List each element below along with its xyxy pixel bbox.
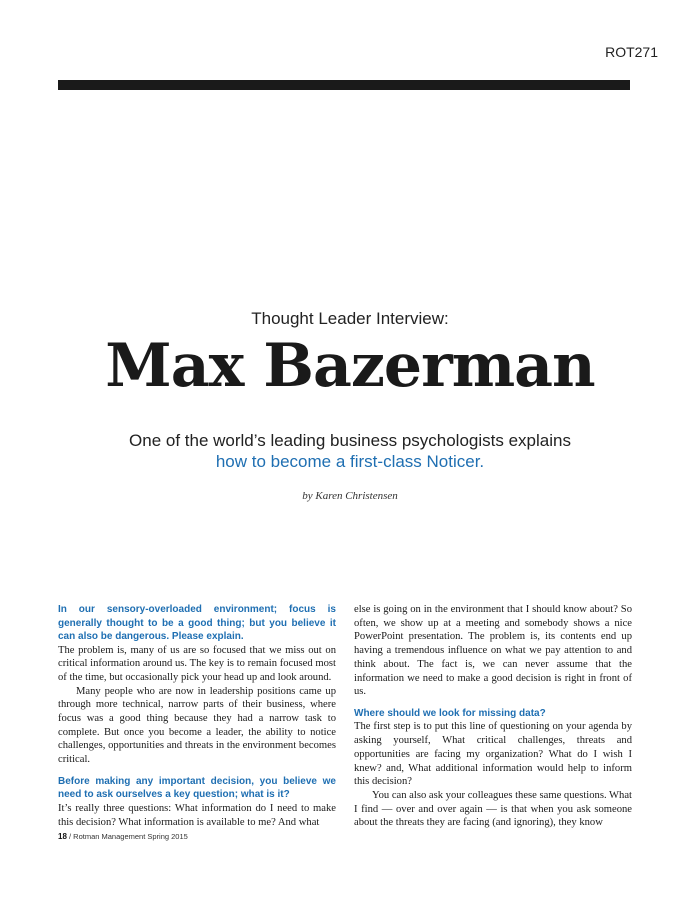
publication-name: / Rotman Management Spring 2015 <box>69 832 188 841</box>
answer-3-paragraph-2: You can also ask your colleagues these same questions. What I find — over and over again — is that when you ask someone about the threats they are facing (and ignoring), they know <box>354 789 632 829</box>
left-column <box>58 603 336 829</box>
article-code: ROT271 <box>605 44 658 60</box>
article-title: Max Bazerman <box>105 331 595 401</box>
deck <box>0 430 700 472</box>
answer-2-paragraph-1: It’s really three questions: What information do I need to make this decision? What information is available to me? And what <box>58 802 336 828</box>
top-rule <box>58 80 630 90</box>
answer-3-paragraph-1: The first step is to put this line of questioning on your agenda by asking yourself, What critical challenges, threats and opportunities are facing my organization? What do I wish I knew? and, What additional information would help to inform this decision? <box>354 721 632 788</box>
question-3: Where should we look for missing data? <box>354 707 546 719</box>
answer-2-continued: else is going on in the environment that I should know about? So often, we show up at a meeting and somebody shows a nice PowerPoint presentation. The problem is, its contents end up having a tremendous influence on what we pay attention to and think about. The fact is, we can never assume that the information we need to make a good decision is right in front of us. <box>354 604 632 698</box>
kicker: Thought Leader Interview: <box>251 309 449 328</box>
answer-1-paragraph-1: The problem is, many of us are so focused that we miss out on critical information around us. The key is to remain focused most of the time, but occasionally pick your head up and look around. <box>58 644 336 683</box>
question-2: Before making any important decision, you believe we need to ask ourselves a key question; what is it? <box>58 775 336 801</box>
deck-line-2: how to become a first-class Noticer. <box>215 452 485 471</box>
page-number: 18 <box>58 832 67 841</box>
byline: by Karen Christensen <box>302 490 398 502</box>
answer-1-paragraph-2: Many people who are now in leadership positions came up through more technical, narrow parts of their business, where focus was a good thing because they had a narrow task to complete. But once you become a leader, the ability to notice challenges, opportunities and threats in the environment becomes critical. <box>58 685 336 766</box>
page-footer <box>58 832 188 841</box>
right-column <box>354 603 632 830</box>
deck-line-1: One of the world’s leading business psychologists explains <box>129 431 571 450</box>
question-1: In our sensory-overloaded environment; focus is generally thought to be a good thing; but you believe it can also be dangerous. Please explain. <box>58 604 336 642</box>
